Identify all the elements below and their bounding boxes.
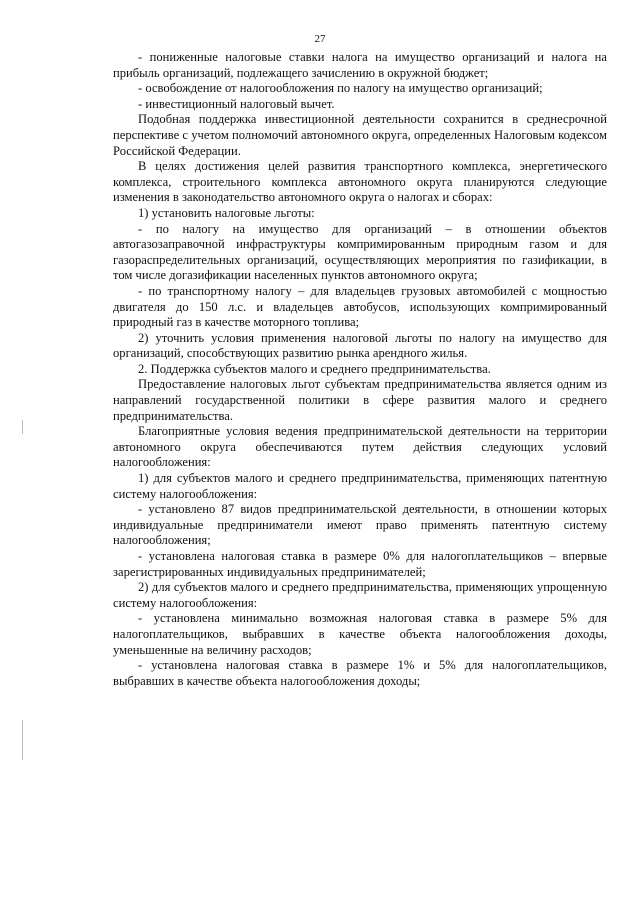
paragraph: Благоприятные условия ведения предпринимательской деятельности на территории автономного округа обеспечиваются путем действия следующих условий налогообложения: — [113, 424, 607, 470]
paragraph: Подобная поддержка инвестиционной деятельности сохранится в среднесрочной перспективе с учетом полномочий автономного округа, определенных Налоговым кодексом Российской Федерации. — [113, 112, 607, 158]
section-heading: 2. Поддержка субъектов малого и среднего предпринимательства. — [138, 361, 491, 376]
paragraph: - установлено 87 видов предпринимательской деятельности, в отношении которых индивидуальные предприниматели имеют право применять патентную систему налогообложения; — [113, 502, 607, 548]
binding-margin-mark — [22, 720, 23, 760]
paragraph: 2) для субъектов малого и среднего предпринимательства, применяющих упрощенную систему налогообложения: — [113, 580, 607, 610]
paragraph: - по налогу на имущество для организаций – в отношении объектов автогазозаправочной инфраструктуры компримированным природным газом и для газораспределительных организаций, осуществляющих мероприятия по газификации, в том числе догазификации населенных пунктов автономного округа; — [113, 221, 607, 283]
paragraph: Предоставление налоговых льгот субъектам предпринимательства является одним из направлений государственной политики в сфере развития малого и среднего предпринимательства. — [113, 377, 607, 423]
paragraph: - установлена минимально возможная налоговая ставка в размере 5% для налогоплательщиков, выбравших в качестве объекта налогообложения доходы, уменьшенные на величину расходов; — [113, 611, 607, 657]
document-body — [113, 50, 607, 689]
paragraph: - установлена налоговая ставка в размере 0% для налогоплательщиков – впервые зарегистрированных индивидуальных предпринимателей; — [113, 549, 607, 579]
paragraph: - установлена налоговая ставка в размере 1% и 5% для налогоплательщиков, выбравших в качестве объекта налогообложения доходы; — [113, 658, 607, 688]
paragraph: 1) установить налоговые льготы: — [138, 205, 315, 220]
paragraph: 1) для субъектов малого и среднего предпринимательства, применяющих патентную систему налогообложения: — [113, 471, 607, 501]
paragraph: В целях достижения целей развития транспортного комплекса, энергетического комплекса, строительного комплекса автономного округа планируются следующие изменения в законодательство автономного округа о налогах и сборах: — [113, 159, 607, 205]
paragraph: 2) уточнить условия применения налоговой льготы по налогу на имущество для организаций, способствующих развитию рынка арендного жилья. — [113, 330, 607, 361]
paragraph: - освобождение от налогообложения по налогу на имущество организаций; — [138, 81, 543, 96]
paragraph: - инвестиционный налоговый вычет. — [138, 96, 335, 111]
page-number: 27 — [314, 33, 326, 45]
paragraph: - по транспортному налогу – для владельцев грузовых автомобилей с мощностью двигателя до 150 л.с. и владельцев автобусов, использующих компримированный природный газ в качестве моторного топлива; — [113, 283, 607, 330]
binding-margin-mark — [22, 420, 23, 434]
paragraph: - пониженные налоговые ставки налога на имущество организаций и налога на прибыль организаций, подлежащего зачислению в окружной бюджет; — [113, 50, 607, 80]
